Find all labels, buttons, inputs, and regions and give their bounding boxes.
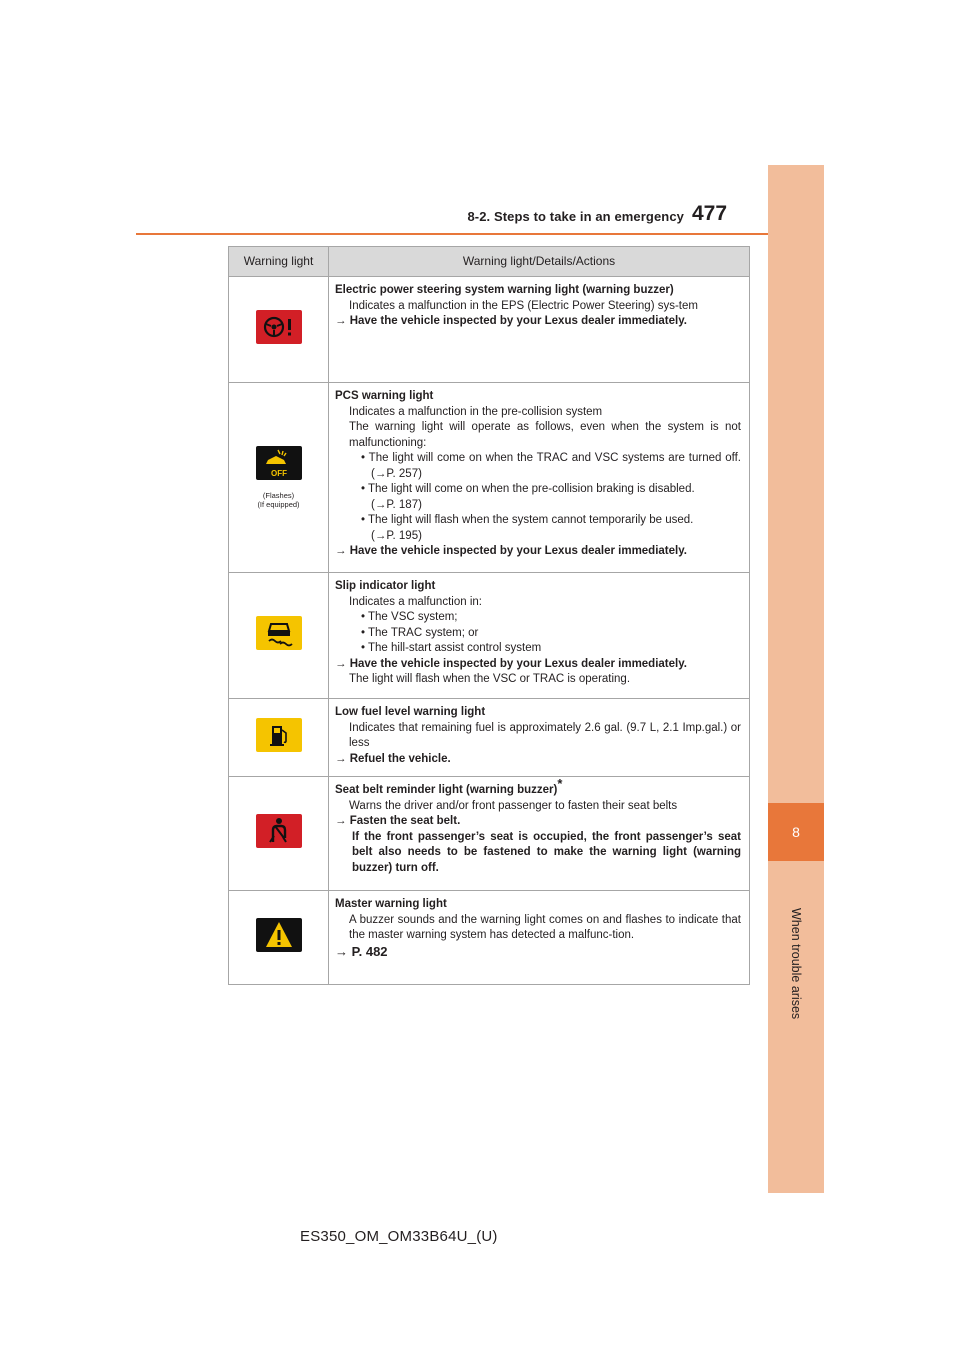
- row-title: Low fuel level warning light: [335, 706, 486, 718]
- header-rule: [136, 233, 824, 235]
- slip-indicator-icon: [256, 616, 302, 650]
- column-header-warning-light: Warning light: [229, 247, 329, 277]
- table-row: [229, 573, 750, 699]
- row-action: → Have the vehicle inspected by your Lexus dealer immediately.: [335, 545, 687, 557]
- icon-note-if-equipped: (If equipped): [257, 500, 300, 510]
- row-note: The light will flash when the VSC or TRAC is operating.: [349, 673, 631, 685]
- row-description: Indicates a malfunction in:: [349, 595, 482, 608]
- row-action: → Have the vehicle inspected by your Lexus dealer immediately.: [335, 315, 687, 327]
- svg-text:OFF: OFF: [270, 468, 287, 478]
- master-warning-triangle-icon: [256, 918, 302, 952]
- icon-note-flashes: (Flashes): [262, 491, 295, 501]
- table-row: [229, 777, 750, 891]
- page-number: 477: [692, 202, 728, 225]
- row-action: → P. 482: [335, 943, 388, 959]
- details-cell: [329, 777, 750, 891]
- row-description: Indicates a malfunction in the pre-collision system: [349, 405, 603, 418]
- row-title: Master warning light: [335, 898, 447, 910]
- page-ref[interactable]: (→P. 187): [371, 498, 422, 511]
- row-description: Indicates a malfunction in the EPS (Electric Power Steering) sys-tem: [349, 299, 698, 312]
- table-row: [229, 891, 750, 985]
- details-cell: [329, 891, 750, 985]
- details-cell: [329, 277, 750, 383]
- page-ref[interactable]: (→P. 195): [371, 529, 422, 542]
- row-title: Electric power steering system warning light (warning buzzer): [335, 284, 674, 296]
- row-title: Slip indicator light: [335, 580, 436, 592]
- table-row: [229, 277, 750, 383]
- chapter-number-tab[interactable]: 8: [768, 803, 824, 861]
- icon-cell: [229, 277, 329, 383]
- details-cell: [329, 699, 750, 777]
- column-header-details: Warning light/Details/Actions: [329, 247, 750, 277]
- row-description: The warning light will operate as follows, even when the system is not malfunctioning:: [349, 421, 741, 449]
- chapter-title-label: When trouble arises: [789, 908, 803, 1020]
- row-action: → Have the vehicle inspected by your Lexus dealer immediately.: [335, 657, 687, 670]
- seat-belt-icon: [256, 814, 302, 848]
- table-row: [229, 699, 750, 777]
- icon-cell: [229, 777, 329, 891]
- document-code-footer: ES350_OM_OM33B64U_(U): [300, 1228, 498, 1245]
- list-item: • The TRAC system; or: [361, 626, 479, 639]
- list-item: • The light will come on when the pre-collision braking is disabled.: [361, 483, 695, 495]
- list-item: • The VSC system;: [361, 611, 458, 623]
- row-description: Warns the driver and/or front passenger to fasten their seat belts: [349, 799, 678, 812]
- icon-cell: [229, 891, 329, 985]
- row-action-detail: If the front passenger’s seat is occupied, the front passenger’s seat belt also needs to be fastened to make the warning light (warning buzzer) turn off.: [352, 830, 741, 874]
- power-steering-warning-icon: [256, 310, 302, 344]
- row-title: PCS warning light: [335, 390, 434, 402]
- list-item: • The light will come on when the TRAC and VSC systems are turned off. (→P. 257): [361, 452, 741, 480]
- warning-light-table: [228, 246, 750, 985]
- table-header-row: [229, 247, 750, 277]
- chapter-side-tab: [768, 165, 824, 1193]
- fuel-pump-icon: [256, 718, 302, 752]
- icon-cell: [229, 699, 329, 777]
- icon-cell: [229, 573, 329, 699]
- table-row: [229, 383, 750, 573]
- row-action: → Refuel the vehicle.: [335, 752, 451, 765]
- row-description: A buzzer sounds and the warning light comes on and flashes to indicate that the master warning system has detected a malfunc-tion.: [349, 913, 741, 941]
- details-cell: [329, 383, 750, 573]
- pcs-off-warning-icon: [256, 446, 302, 480]
- footnote-star: *: [557, 776, 563, 792]
- details-cell: [329, 573, 750, 699]
- list-item: • The light will flash when the system cannot temporarily be used.: [361, 514, 694, 526]
- section-title: 8-2. Steps to take in an emergency: [467, 209, 684, 224]
- row-action: → Fasten the seat belt.: [335, 815, 461, 827]
- page-ref[interactable]: P. 482: [351, 943, 388, 959]
- row-title: Seat belt reminder light (warning buzzer)*: [335, 776, 563, 796]
- icon-cell: [229, 383, 329, 573]
- list-item: • The hill-start assist control system: [361, 642, 542, 654]
- row-description: Indicates that remaining fuel is approximately 2.6 gal. (9.7 L, 2.1 Imp.gal.) or less: [349, 721, 741, 749]
